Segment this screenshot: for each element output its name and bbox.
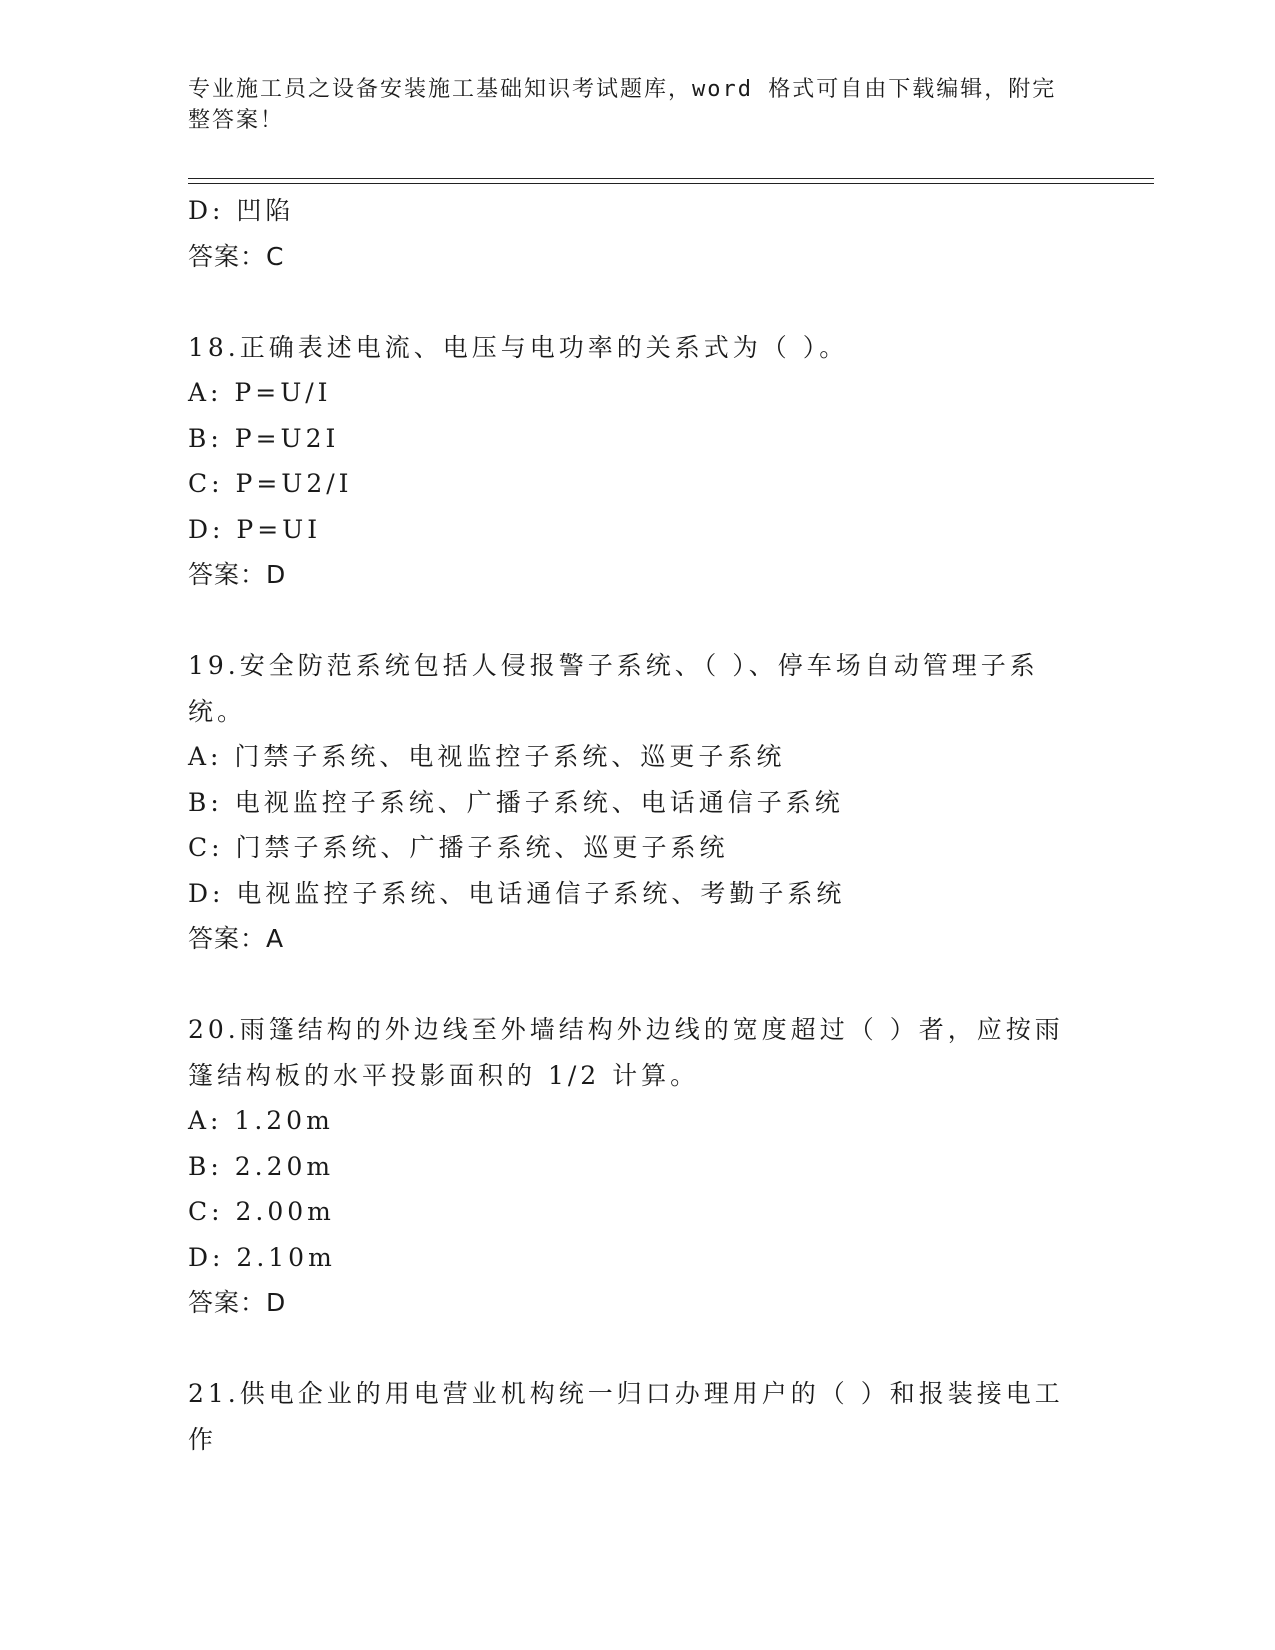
option-b: B: 2.20m bbox=[188, 1151, 335, 1181]
option-d: D: P=UI bbox=[188, 514, 322, 544]
header-divider-bottom bbox=[188, 183, 1154, 184]
option-b: B: P=U2I bbox=[188, 423, 340, 453]
option-d: D: 2.10m bbox=[188, 1242, 336, 1272]
option-a: A: 门禁子系统、电视监控子系统、巡更子系统 bbox=[188, 742, 786, 771]
document-header: 专业施工员之设备安装施工基础知识考试题库，word 格式可自由下载编辑，附完整答案！ bbox=[188, 77, 1057, 133]
question-stem: 18.正确表述电流、电压与电功率的关系式为（ ）。 bbox=[188, 332, 849, 362]
option-b: B: 电视监控子系统、广播子系统、电话通信子系统 bbox=[188, 787, 844, 817]
question-stem: 19.安全防范系统包括人侵报警子系统、（ ）、停车场自动管理子系统。 bbox=[188, 651, 1039, 726]
option-c: C: P=U2/I bbox=[188, 469, 353, 498]
option-d: D: 凹陷 bbox=[188, 196, 295, 225]
question-stem: 20.雨篷结构的外边线至外墙结构外边线的宽度超过（ ）者，应按雨篷结构板的水平投影面积的 1/2 计算。 bbox=[188, 1015, 1064, 1090]
question-content bbox=[188, 188, 1068, 1462]
option-a: A: P=U/I bbox=[188, 378, 332, 407]
option-c: C: 门禁子系统、广播子系统、巡更子系统 bbox=[188, 833, 729, 862]
option-a: A: 1.20m bbox=[188, 1106, 334, 1135]
answer-label: 答案：D bbox=[188, 560, 287, 589]
header-divider-top bbox=[188, 178, 1154, 179]
option-c: C: 2.00m bbox=[188, 1197, 335, 1226]
question-stem: 21.供电企业的用电营业机构统一归口办理用户的（ ）和报装接电工作 bbox=[188, 1379, 1064, 1454]
answer-label: 答案：D bbox=[188, 1288, 287, 1317]
answer-label: 答案：C bbox=[188, 241, 285, 271]
answer-label: 答案：A bbox=[188, 924, 285, 953]
option-d: D: 电视监控子系统、电话通信子系统、考勤子系统 bbox=[188, 878, 846, 908]
